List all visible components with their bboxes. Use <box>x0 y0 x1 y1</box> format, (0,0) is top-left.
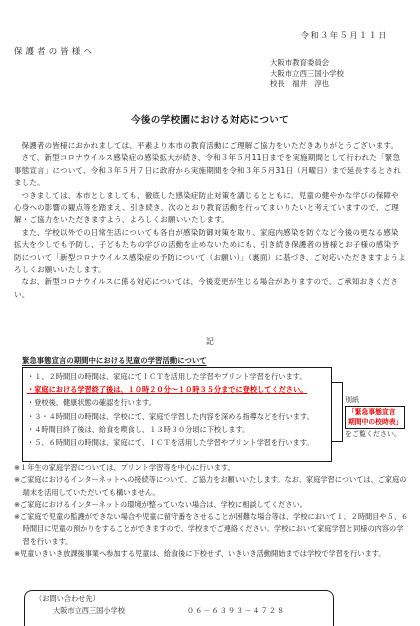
sender-principal: 校長 福井 淳也 <box>270 79 330 89</box>
contact-phone: ０６－６３９３－４７２８ <box>186 606 286 615</box>
bracket-divider <box>332 382 343 442</box>
sender-block <box>270 58 344 90</box>
note-item: ※ご家庭におけるインターネットへの接続等について、ご協力をお願いいたします。なお、家庭学習については、ご家庭の端末を活用していただいても構いません。 <box>14 475 407 497</box>
notes <box>14 462 410 560</box>
contact-box <box>24 590 334 626</box>
schedule-item: ・４時間目終了後は、給食を喫食し、１３時３０分頃に下校します。 <box>27 424 250 434</box>
ki-heading: 記 <box>206 337 214 346</box>
schedule-item: ・登校後、健康状態の確認を行います。 <box>27 398 156 408</box>
sidenote <box>345 395 405 439</box>
body-paragraph: なお、新型コロナウイルスに係る対応については、今後変更が生じる場合がありますので、ご承知おきください。 <box>14 277 399 299</box>
sender-school: 大阪市立西三国小学校 <box>270 68 344 78</box>
note-item: ※ご家庭で児童の監護ができない場合や児童に留守番をさせることが困難な場合等は、学校において１、２時間目や５、６時間目に児童の預かりをすることができますので、学校までご連絡ください。学校において家庭学習と同様の内容の学習を行います。 <box>14 512 409 546</box>
note-item: ※ご家庭におけるインターネットの環境が整っていない場合は、学校に相談してください。 <box>14 499 307 509</box>
addressee: 保護者の皆様へ <box>14 46 96 56</box>
sidenote-reference-box <box>345 406 405 429</box>
sidenote-reference-line: 「緊急事態宣言 <box>348 408 396 416</box>
schedule-item-highlight: ・家庭における学習終了後は、１０時２０分～１０時３５分までに登校してください。 <box>27 385 308 395</box>
sidenote-label: 別紙 <box>345 396 359 404</box>
body-paragraph: つきましては、本市としましても、徹底した感染症防止対策を講じるとともに、児童の健やかな学びの保障や心身への影響の観点等を踏まえ、引き続き、次のとおり教育活動を行ってまいりたいと考えていますので、ご理解・ご協力をいただきますよう、よろしくお願いいたします。 <box>14 190 399 225</box>
sidenote-instruction: をご覧ください。 <box>345 430 401 439</box>
note-item: ※１年生の家庭学習については、プリント学習等を中心に行います。 <box>14 463 235 472</box>
contact-row <box>35 605 323 617</box>
schedule-item: ・３・４時間目の時間は、学校にて、家庭で学習した内容を深める指導などを行います。 <box>27 411 314 421</box>
contact-school: 大阪市立西三国小学校 <box>53 606 125 615</box>
body-paragraph: また、学校以外での日常生活についても各自が感染防御対策を取り、家庭内感染を防ぐなど今後の更なる感染拡大を少しでも予防し、子どもたちの学びの活動を止めないためにも、引き続き保護者の皆様とお子様の感染予防について「新型コロナウイルス感染症の予防について（お願い）」（裏面）に基づき、ご対応いただきますようよろしくお願いいたします。 <box>14 227 406 275</box>
document-date: 令和３年５月１１日 <box>300 30 388 40</box>
sidenote-reference-line: 期間中の校時表」 <box>348 417 403 426</box>
note-item: ※児童いきいき放課後事業へ参加する児童は、給食後に下校せず、いきいき活動開始までは学校で学習を行います。 <box>14 549 386 559</box>
body-text <box>14 140 406 301</box>
schedule-title: 緊急事態宣言の期間中における児童の学習活動について <box>22 356 207 365</box>
body-paragraph: 保護者の皆様におかれましては、平素より本市の教育活動にご理解ご協力をいただきありがとうございます。 <box>21 141 399 150</box>
document-title: 今後の学校園における対応について <box>130 115 290 126</box>
schedule-item: ・５、６時間目の時間は、家庭にて、ＩＣＴを活用した学習やプリント学習を行います。 <box>27 438 314 448</box>
schedule-item: ・１、２時間目の時間は、家庭にてＩＣＴを活用した学習やプリント学習を行います。 <box>27 372 307 381</box>
sender-org: 大阪市教育委員会 <box>270 58 330 67</box>
schedule-box <box>22 367 332 462</box>
contact-label: （お問い合わせ先） <box>35 594 100 603</box>
body-paragraph: さて、新型コロナウイルス感染症の感染拡大が続き、令和３年５月11日までを実施期間として行われた「緊急事態宣言」について、令和３年５月７日に政府から実施期間を令和３年５月31日（月曜日）まで延長するとされました。 <box>14 153 401 188</box>
